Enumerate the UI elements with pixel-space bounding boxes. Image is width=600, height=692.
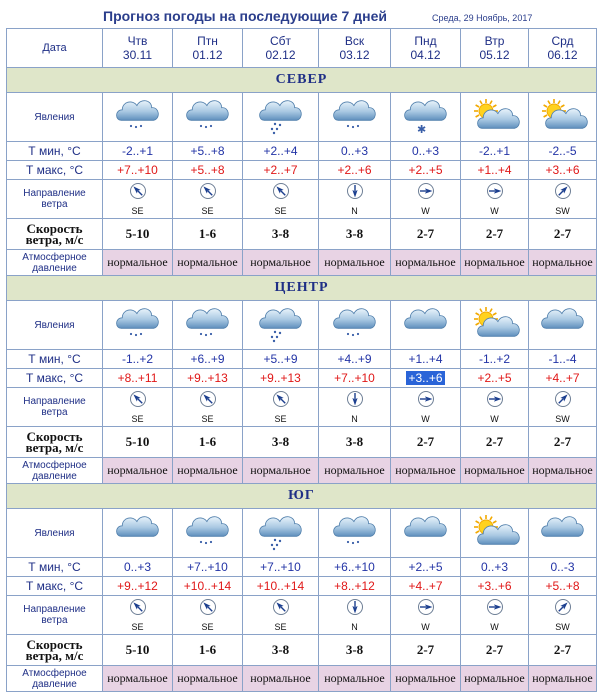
cloud-drizzle-icon: [173, 513, 242, 553]
tmax-value: [529, 161, 597, 180]
wind-direction-label-line2: ветра: [41, 615, 68, 626]
tmax-text: +10..+14: [256, 579, 305, 593]
wind-direction-row: [7, 596, 597, 635]
phenomena-label: Явления: [7, 301, 103, 350]
compass-icon: [417, 390, 435, 413]
wind-direction-value: W: [421, 414, 430, 424]
tmin-value: +5..+8: [173, 142, 243, 161]
compass-icon: [199, 182, 217, 205]
day-date: 01.12: [192, 48, 223, 62]
page-title: Прогноз погоды на последующие 7 дней: [103, 8, 387, 24]
compass-icon: [346, 390, 364, 413]
cloud-icon: [103, 513, 172, 553]
day-name: Чтв: [127, 34, 148, 48]
tmax-text: +7..+10: [117, 163, 158, 177]
cloud-drizzle-icon: [173, 97, 242, 137]
tmax-text: +9..+13: [260, 371, 301, 385]
tmax-value: [391, 161, 461, 180]
pressure-value: нормальное: [319, 250, 391, 276]
tmax-row: [7, 577, 597, 596]
weather-cell: [391, 509, 461, 558]
pressure-label-line1: Атмосферное: [22, 251, 87, 263]
wind-direction-value: SE: [274, 414, 287, 424]
compass-icon: [199, 598, 217, 621]
wind-speed-label-line2: ветра, м/с: [25, 232, 84, 247]
weather-cell: [173, 301, 243, 350]
day-header-cell: [461, 29, 529, 68]
cloud-drizzle-icon: [319, 513, 390, 553]
weather-cell: [461, 93, 529, 142]
wind-direction-cell: [391, 180, 461, 219]
pressure-label: [7, 458, 103, 484]
wind-speed-row: [7, 219, 597, 250]
tmax-text: +4..+7: [408, 579, 443, 593]
wind-direction-label: [7, 596, 103, 635]
cloud-drizzle-icon: [103, 97, 172, 137]
sun-cloud-icon: [461, 97, 528, 137]
pressure-row: [7, 250, 597, 276]
wind-direction-cell: [173, 388, 243, 427]
wind-direction-cell: [529, 180, 597, 219]
day-date: 30.11: [122, 48, 153, 62]
phenomena-label: Явления: [7, 509, 103, 558]
tmax-text: +10..+14: [183, 579, 232, 593]
tmax-text: +2..+6: [337, 163, 372, 177]
tmax-text: +1..+4: [477, 163, 512, 177]
cloud-icon: [391, 513, 460, 553]
day-header-cell: [243, 29, 319, 68]
pressure-value: нормальное: [461, 666, 529, 692]
wind-direction-cell: [103, 388, 173, 427]
weather-cell: [103, 509, 173, 558]
wind-speed-row: [7, 635, 597, 666]
weather-cell: [391, 301, 461, 350]
wind-direction-label: [7, 180, 103, 219]
cloud-rain-icon: [243, 513, 318, 553]
region-header-row: [7, 68, 597, 93]
pressure-value: нормальное: [529, 250, 597, 276]
svg-text:✱: ✱: [416, 123, 426, 136]
wind-speed-value: 3-8: [319, 427, 391, 458]
day-header-cell: [319, 29, 391, 68]
wind-direction-value: N: [351, 414, 358, 424]
wind-direction-cell: [243, 596, 319, 635]
wind-speed-value: 1-6: [173, 427, 243, 458]
wind-direction-value: W: [421, 206, 430, 216]
day-name: Втр: [484, 34, 505, 48]
wind-direction-cell: [529, 596, 597, 635]
compass-icon: [554, 182, 572, 205]
wind-direction-row: [7, 388, 597, 427]
compass-icon: [346, 598, 364, 621]
tmax-text: +9..+12: [117, 579, 158, 593]
wind-direction-label-line1: Направление: [23, 396, 86, 407]
tmin-value: +7..+10: [243, 558, 319, 577]
wind-direction-value: SW: [555, 206, 570, 216]
cloud-rain-icon: [243, 97, 318, 137]
weather-cell: [173, 93, 243, 142]
wind-speed-value: 3-8: [243, 219, 319, 250]
wind-direction-cell: [319, 180, 391, 219]
pressure-value: нормальное: [243, 458, 319, 484]
phenomena-row: [7, 509, 597, 558]
cloud-rain-icon: [243, 305, 318, 345]
tmin-label: Т мин, °С: [7, 142, 103, 161]
day-name: Вск: [344, 34, 365, 48]
tmax-value: [461, 161, 529, 180]
compass-icon: [486, 390, 504, 413]
wind-speed-value: 5-10: [103, 219, 173, 250]
wind-speed-label-line1: Скорость: [26, 637, 83, 652]
wind-speed-value: 5-10: [103, 635, 173, 666]
wind-direction-value: W: [490, 414, 499, 424]
tmin-value: +6..+10: [319, 558, 391, 577]
tmin-value: +4..+9: [319, 350, 391, 369]
wind-speed-label-line1: Скорость: [26, 429, 83, 444]
weather-cell: [173, 509, 243, 558]
wind-speed-row: [7, 427, 597, 458]
weather-cell: [529, 93, 597, 142]
sun-cloud-icon: [461, 305, 528, 345]
tmin-row: [7, 142, 597, 161]
pressure-value: нормальное: [103, 250, 173, 276]
day-date: 05.12: [479, 48, 510, 62]
tmax-value: [103, 161, 173, 180]
tmax-text: +3..+6: [477, 579, 512, 593]
pressure-value: нормальное: [391, 458, 461, 484]
wind-direction-row: [7, 180, 597, 219]
wind-direction-value: N: [351, 206, 358, 216]
compass-icon: [486, 598, 504, 621]
current-date: Среда, 29 Ноябрь, 2017: [432, 13, 533, 23]
tmax-label: Т макс, °С: [7, 577, 103, 596]
tmax-value: [461, 369, 529, 388]
day-header-row: [7, 29, 597, 68]
tmin-value: -2..-5: [529, 142, 597, 161]
tmax-text: +8..+12: [334, 579, 375, 593]
wind-speed-label: [7, 219, 103, 250]
wind-direction-value: W: [490, 622, 499, 632]
tmax-text: +2..+5: [408, 163, 443, 177]
pressure-value: нормальное: [103, 458, 173, 484]
phenomena-row: [7, 93, 597, 142]
region-title: СЕВЕР: [7, 68, 597, 93]
compass-icon: [129, 182, 147, 205]
wind-direction-cell: [243, 180, 319, 219]
tmin-value: -1..-4: [529, 350, 597, 369]
tmin-value: 0..+3: [319, 142, 391, 161]
tmax-value: [529, 369, 597, 388]
cloud-snow-icon: [391, 97, 460, 137]
pressure-label-line2: давление: [32, 678, 77, 690]
pressure-value: нормальное: [529, 666, 597, 692]
tmax-value: [173, 577, 243, 596]
wind-speed-value: 2-7: [529, 219, 597, 250]
tmin-value: -2..+1: [103, 142, 173, 161]
wind-direction-value: SW: [555, 414, 570, 424]
page-header: [0, 0, 600, 30]
wind-speed-value: 2-7: [461, 635, 529, 666]
tmin-value: -1..+2: [103, 350, 173, 369]
pressure-value: нормальное: [243, 666, 319, 692]
tmin-label: Т мин, °С: [7, 558, 103, 577]
pressure-label-line2: давление: [32, 262, 77, 274]
tmax-value: [173, 369, 243, 388]
tmin-value: 0..-3: [529, 558, 597, 577]
wind-direction-value: SE: [201, 206, 214, 216]
date-column-header: Дата: [7, 29, 103, 68]
weather-cell: [243, 301, 319, 350]
wind-speed-value: 3-8: [319, 635, 391, 666]
weather-cell: [461, 301, 529, 350]
phenomena-row: [7, 301, 597, 350]
day-date: 04.12: [410, 48, 441, 62]
wind-direction-cell: [391, 388, 461, 427]
wind-direction-value: SW: [555, 622, 570, 632]
wind-direction-label: [7, 388, 103, 427]
tmax-label: Т макс, °С: [7, 369, 103, 388]
wind-direction-value: SE: [274, 622, 287, 632]
weather-cell: [103, 93, 173, 142]
tmin-value: +1..+4: [391, 350, 461, 369]
pressure-value: нормальное: [173, 458, 243, 484]
tmax-text: +5..+8: [545, 579, 580, 593]
wind-direction-value: SE: [201, 622, 214, 632]
tmax-value: [243, 577, 319, 596]
tmax-value: [319, 369, 391, 388]
day-header-cell: [529, 29, 597, 68]
tmin-row: [7, 558, 597, 577]
wind-direction-cell: [103, 180, 173, 219]
tmax-label: Т макс, °С: [7, 161, 103, 180]
tmax-text: +8..+11: [117, 371, 158, 385]
compass-icon: [554, 390, 572, 413]
cloud-icon: [391, 305, 460, 345]
cloud-drizzle-icon: [319, 305, 390, 345]
day-name: Пнд: [414, 34, 437, 48]
pressure-label-line1: Атмосферное: [22, 667, 87, 679]
tmax-text: +2..+5: [477, 371, 512, 385]
pressure-value: нормальное: [173, 250, 243, 276]
tmax-value: [103, 369, 173, 388]
region-header-row: [7, 276, 597, 301]
tmax-value: [243, 161, 319, 180]
pressure-value: нормальное: [391, 666, 461, 692]
cloud-drizzle-icon: [173, 305, 242, 345]
wind-speed-value: 1-6: [173, 635, 243, 666]
tmin-value: 0..+3: [103, 558, 173, 577]
tmax-value: [319, 577, 391, 596]
weather-cell: [529, 509, 597, 558]
wind-speed-value: 1-6: [173, 219, 243, 250]
wind-direction-cell: [319, 596, 391, 635]
wind-direction-cell: [529, 388, 597, 427]
pressure-value: нормальное: [103, 666, 173, 692]
tmin-row: [7, 350, 597, 369]
wind-direction-label-line2: ветра: [41, 199, 68, 210]
compass-icon: [272, 390, 290, 413]
day-name: Птн: [197, 34, 218, 48]
wind-speed-value: 2-7: [461, 219, 529, 250]
wind-speed-value: 3-8: [319, 219, 391, 250]
tmin-value: -2..+1: [461, 142, 529, 161]
wind-direction-value: SE: [131, 622, 144, 632]
wind-direction-cell: [173, 180, 243, 219]
wind-speed-value: 2-7: [391, 635, 461, 666]
pressure-value: нормальное: [319, 458, 391, 484]
day-name: Срд: [551, 34, 574, 48]
tmin-value: +7..+10: [173, 558, 243, 577]
cloud-drizzle-icon: [319, 97, 390, 137]
cloud-icon: [529, 513, 596, 553]
wind-direction-cell: [461, 388, 529, 427]
tmin-value: -1..+2: [461, 350, 529, 369]
tmax-value: [243, 369, 319, 388]
wind-direction-cell: [461, 180, 529, 219]
wind-speed-value: 3-8: [243, 635, 319, 666]
weather-cell: [103, 301, 173, 350]
compass-icon: [272, 598, 290, 621]
tmin-value: +2..+5: [391, 558, 461, 577]
tmin-value: +5..+9: [243, 350, 319, 369]
compass-icon: [129, 598, 147, 621]
wind-direction-label-line1: Направление: [23, 604, 86, 615]
tmin-value: 0..+3: [391, 142, 461, 161]
day-date: 02.12: [265, 48, 296, 62]
wind-direction-value: W: [490, 206, 499, 216]
wind-direction-value: SE: [201, 414, 214, 424]
wind-direction-cell: [173, 596, 243, 635]
tmax-value: [319, 161, 391, 180]
wind-speed-value: 2-7: [529, 427, 597, 458]
tmax-text: +2..+7: [263, 163, 298, 177]
tmax-value: [173, 161, 243, 180]
wind-speed-value: 5-10: [103, 427, 173, 458]
weather-cell: [319, 93, 391, 142]
pressure-value: нормальное: [529, 458, 597, 484]
wind-direction-value: N: [351, 622, 358, 632]
pressure-row: [7, 458, 597, 484]
weather-cell: [529, 301, 597, 350]
compass-icon: [554, 598, 572, 621]
tmax-value: [529, 577, 597, 596]
forecast-table: [6, 28, 597, 692]
pressure-value: нормальное: [243, 250, 319, 276]
wind-direction-label-line2: ветра: [41, 407, 68, 418]
cloud-drizzle-icon: [103, 305, 172, 345]
tmax-value: [391, 577, 461, 596]
compass-icon: [417, 182, 435, 205]
day-date: 06.12: [547, 48, 578, 62]
wind-direction-cell: [461, 596, 529, 635]
wind-direction-value: W: [421, 622, 430, 632]
tmax-value: [103, 577, 173, 596]
compass-icon: [417, 598, 435, 621]
sun-cloud-icon: [461, 513, 528, 553]
wind-direction-value: SE: [131, 414, 144, 424]
wind-speed-label-line2: ветра, м/с: [25, 648, 84, 663]
tmax-row: [7, 369, 597, 388]
day-date: 03.12: [339, 48, 370, 62]
pressure-value: нормальное: [173, 666, 243, 692]
wind-speed-value: 3-8: [243, 427, 319, 458]
tmin-value: 0..+3: [461, 558, 529, 577]
wind-speed-label: [7, 635, 103, 666]
wind-direction-cell: [319, 388, 391, 427]
sun-cloud-icon: [529, 97, 596, 137]
weather-cell: [319, 301, 391, 350]
wind-speed-label-line2: ветра, м/с: [25, 440, 84, 455]
pressure-label: [7, 666, 103, 692]
wind-direction-label-line1: Направление: [23, 188, 86, 199]
wind-speed-value: 2-7: [391, 427, 461, 458]
cloud-icon: [529, 305, 596, 345]
wind-direction-cell: [103, 596, 173, 635]
compass-icon: [199, 390, 217, 413]
region-title: ЦЕНТР: [7, 276, 597, 301]
weather-cell: [391, 93, 461, 142]
tmax-text: +4..+7: [545, 371, 580, 385]
tmax-value: [461, 577, 529, 596]
wind-speed-label: [7, 427, 103, 458]
tmax-row: [7, 161, 597, 180]
compass-icon: [129, 390, 147, 413]
wind-direction-value: SE: [274, 206, 287, 216]
tmax-text: +3..+6: [408, 371, 443, 385]
wind-direction-cell: [391, 596, 461, 635]
region-header-row: [7, 484, 597, 509]
tmin-label: Т мин, °С: [7, 350, 103, 369]
tmax-text: +7..+10: [334, 371, 375, 385]
pressure-value: нормальное: [461, 458, 529, 484]
weather-cell: [319, 509, 391, 558]
pressure-label-line1: Атмосферное: [22, 459, 87, 471]
tmin-value: +6..+9: [173, 350, 243, 369]
day-header-cell: [391, 29, 461, 68]
phenomena-label: Явления: [7, 93, 103, 142]
tmax-text: +5..+8: [190, 163, 225, 177]
tmax-text: +9..+13: [187, 371, 228, 385]
wind-speed-value: 2-7: [461, 427, 529, 458]
wind-direction-cell: [243, 388, 319, 427]
weather-cell: [461, 509, 529, 558]
day-header-cell: [103, 29, 173, 68]
day-name: Сбт: [269, 34, 292, 48]
tmax-text: +3..+6: [545, 163, 580, 177]
wind-speed-value: 2-7: [529, 635, 597, 666]
pressure-row: [7, 666, 597, 692]
compass-icon: [272, 182, 290, 205]
day-header-cell: [173, 29, 243, 68]
wind-speed-label-line1: Скорость: [26, 221, 83, 236]
pressure-label: [7, 250, 103, 276]
weather-cell: [243, 93, 319, 142]
wind-speed-value: 2-7: [391, 219, 461, 250]
region-title: ЮГ: [7, 484, 597, 509]
tmax-value: [391, 369, 461, 388]
pressure-value: нормальное: [461, 250, 529, 276]
pressure-label-line2: давление: [32, 470, 77, 482]
weather-cell: [243, 509, 319, 558]
tmin-value: +2..+4: [243, 142, 319, 161]
pressure-value: нормальное: [391, 250, 461, 276]
compass-icon: [486, 182, 504, 205]
wind-direction-value: SE: [131, 206, 144, 216]
pressure-value: нормальное: [319, 666, 391, 692]
compass-icon: [346, 182, 364, 205]
